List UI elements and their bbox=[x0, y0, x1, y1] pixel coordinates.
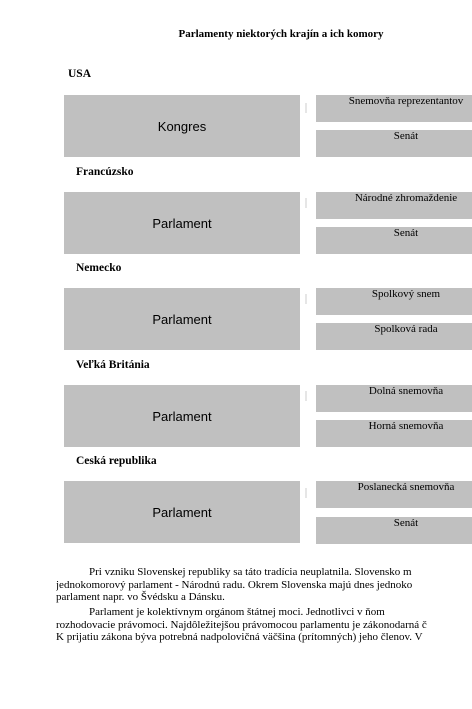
parliament-box-germany bbox=[64, 288, 300, 350]
paragraph-line: jednokomorový parlament - Národnú radu. Okrem Slovenska majú dnes jednoko bbox=[56, 578, 413, 591]
page-title: Parlamenty niektorých krajín a ich komory bbox=[178, 28, 384, 40]
chamber-label: Senát bbox=[393, 227, 419, 239]
chamber-label: Senát bbox=[393, 517, 419, 529]
chamber-box-czech-lower bbox=[316, 481, 472, 508]
chamber-box-uk-upper bbox=[316, 420, 472, 447]
body-paragraph-2 bbox=[56, 606, 472, 644]
chamber-box-germany-lower bbox=[316, 288, 472, 315]
chamber-box-usa-upper bbox=[316, 130, 472, 157]
parliament-label: Parlament bbox=[152, 408, 212, 424]
chamber-label: Snemovňa reprezentantov bbox=[348, 95, 464, 107]
parliament-box-france bbox=[64, 192, 300, 254]
parliament-box-uk bbox=[64, 385, 300, 447]
parliament-label: Parlament bbox=[152, 504, 212, 520]
body-paragraph-1 bbox=[56, 566, 472, 604]
chamber-box-uk-lower bbox=[316, 385, 472, 412]
chamber-label: Horná snemovňa bbox=[368, 420, 444, 432]
country-heading-uk: Veľká Británia bbox=[76, 359, 150, 371]
country-heading-czech: Ceská republika bbox=[76, 455, 157, 467]
paragraph-line: K prijatiu zákona býva potrebná nadpolovičná väčšina (prítomných) jeho členov. V bbox=[56, 631, 423, 643]
connector bbox=[305, 488, 307, 498]
parliament-label: Parlament bbox=[152, 215, 212, 231]
parliament-box-usa bbox=[64, 95, 300, 157]
connector bbox=[305, 198, 307, 208]
country-heading-germany: Nemecko bbox=[76, 262, 122, 274]
chamber-label: Senát bbox=[393, 130, 419, 142]
connector bbox=[305, 391, 307, 401]
chamber-label: Národné zhromaždenie bbox=[354, 192, 458, 204]
paragraph-line: Parlament je kolektívnym orgánom štátnej moci. Jednotlivci v ňom bbox=[89, 606, 385, 618]
chamber-label: Spolková rada bbox=[374, 323, 438, 335]
chamber-box-czech-upper bbox=[316, 517, 472, 544]
chamber-label: Spolkový snem bbox=[371, 288, 441, 300]
chamber-box-usa-lower bbox=[316, 95, 472, 122]
paragraph-line: parlament napr. vo Švédsku a Dánsku. bbox=[56, 591, 225, 603]
chamber-label: Poslanecká snemovňa bbox=[357, 481, 455, 493]
chamber-box-france-lower bbox=[316, 192, 472, 219]
country-heading-usa: USA bbox=[68, 68, 92, 80]
chamber-box-france-upper bbox=[316, 227, 472, 254]
paragraph-line: Pri vzniku Slovenskej republiky sa táto tradícia neuplatnila. Slovensko m bbox=[89, 566, 412, 578]
parliament-label: Parlament bbox=[152, 311, 212, 327]
country-heading-france: Francúzsko bbox=[76, 166, 134, 178]
chamber-box-germany-upper bbox=[316, 323, 472, 350]
connector bbox=[305, 294, 307, 304]
parliament-label: Kongres bbox=[157, 118, 207, 134]
paragraph-line: rozhodovacie právomoci. Najdôležitejšou právomocou parlamentu je zákonodarná č bbox=[56, 618, 427, 631]
chamber-label: Dolná snemovňa bbox=[368, 385, 444, 397]
connector bbox=[305, 103, 307, 113]
parliament-box-czech bbox=[64, 481, 300, 543]
